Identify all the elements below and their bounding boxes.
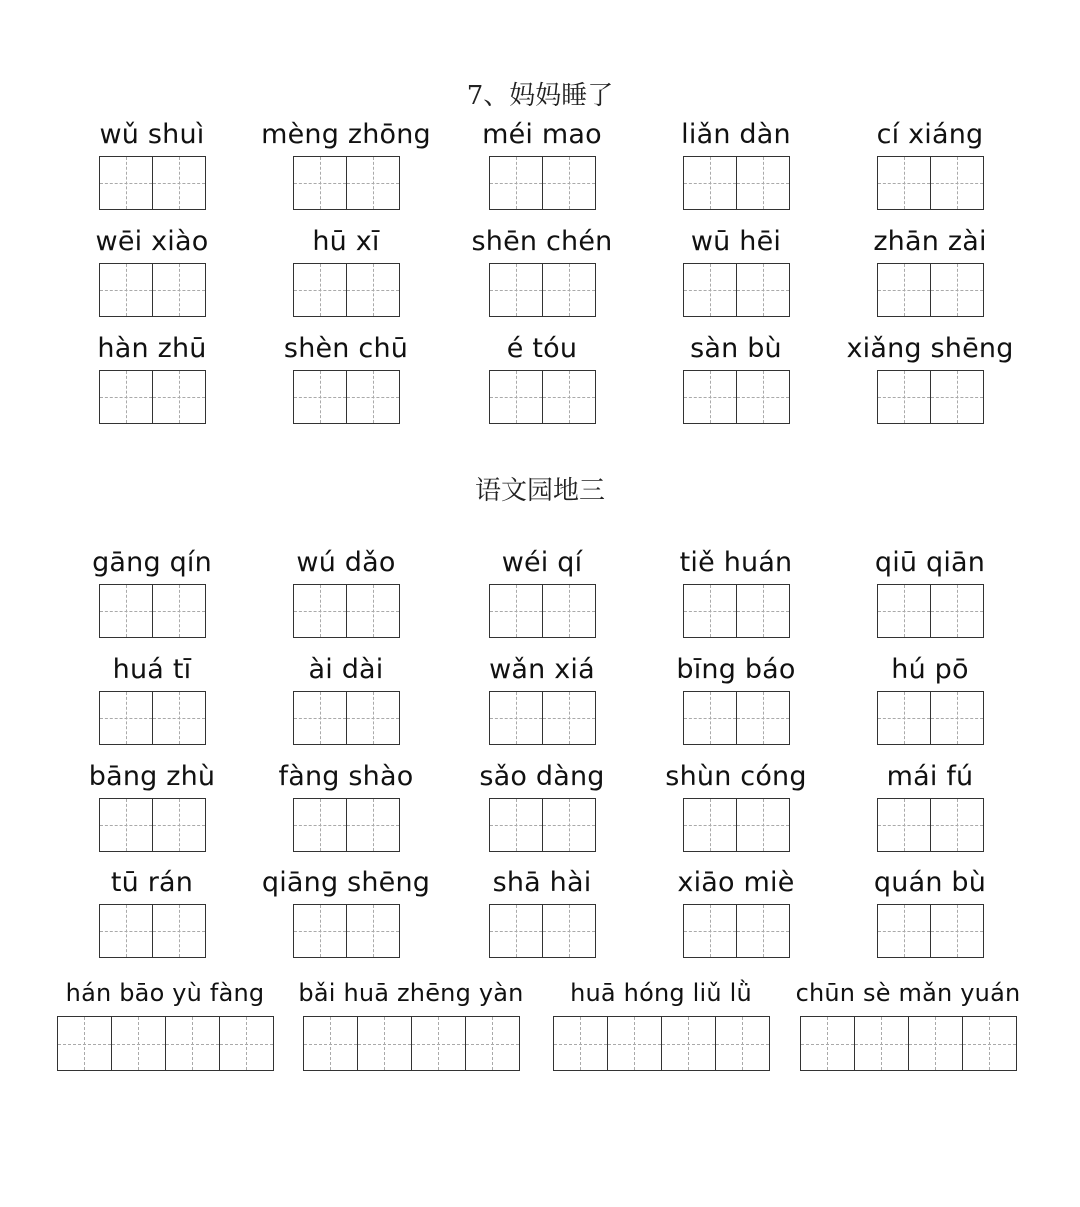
pinyin-label: hàn zhū: [97, 333, 207, 364]
tianzige-cell[interactable]: [683, 691, 737, 745]
writing-boxes: [246, 798, 446, 852]
word-item: [246, 653, 446, 745]
tianzige-cell[interactable]: [165, 1016, 220, 1071]
tianzige-cell[interactable]: [293, 156, 347, 210]
tianzige-cell[interactable]: [465, 1016, 520, 1071]
tianzige-cell[interactable]: [152, 263, 206, 317]
tianzige-cell[interactable]: [489, 904, 543, 958]
tianzige-cell[interactable]: [736, 156, 790, 210]
phrase-item: [546, 976, 776, 1071]
pinyin-label: bāng zhù: [88, 761, 216, 792]
tianzige-cell[interactable]: [152, 584, 206, 638]
writing-boxes: [830, 798, 1030, 852]
tianzige-cell[interactable]: [930, 904, 984, 958]
tianzige-cell[interactable]: [346, 370, 400, 424]
writing-boxes: [52, 798, 252, 852]
writing-boxes: [246, 156, 446, 210]
word-item: [246, 866, 446, 958]
tianzige-cell[interactable]: [152, 370, 206, 424]
writing-boxes: [830, 691, 1030, 745]
writing-boxes: [246, 691, 446, 745]
word-item: [636, 653, 836, 745]
tianzige-cell[interactable]: [877, 798, 931, 852]
tianzige-cell[interactable]: [930, 263, 984, 317]
tianzige-cell[interactable]: [542, 263, 596, 317]
writing-boxes: [830, 370, 1030, 424]
writing-boxes: [246, 584, 446, 638]
pinyin-label: huā hóng liǔ lǜ: [570, 979, 752, 1007]
tianzige-cell[interactable]: [346, 904, 400, 958]
section-title-chinese-garden-3: 语文园地三: [474, 476, 605, 506]
tianzige-cell[interactable]: [736, 263, 790, 317]
word-item: [830, 118, 1030, 210]
word-item: [442, 225, 642, 317]
word-item: [52, 653, 252, 745]
writing-boxes: [636, 263, 836, 317]
tianzige-cell[interactable]: [930, 798, 984, 852]
tianzige-cell[interactable]: [800, 1016, 855, 1071]
tianzige-cell[interactable]: [293, 904, 347, 958]
phrase-item: [50, 976, 280, 1071]
writing-boxes: [52, 370, 252, 424]
tianzige-cell[interactable]: [683, 370, 737, 424]
pinyin-label: shèn chū: [283, 333, 409, 364]
pinyin-label: ài dài: [308, 654, 384, 685]
tianzige-cell[interactable]: [962, 1016, 1017, 1071]
pinyin-label: qiāng shēng: [261, 867, 431, 898]
word-item: [246, 546, 446, 638]
section-title-lesson-7: 7、妈妈睡了: [466, 81, 614, 111]
writing-boxes: [246, 904, 446, 958]
pinyin-label: wēi xiào: [95, 226, 209, 257]
word-item: [830, 225, 1030, 317]
pinyin-label: hú pō: [891, 654, 969, 685]
tianzige-cell[interactable]: [930, 370, 984, 424]
tianzige-cell[interactable]: [293, 691, 347, 745]
pinyin-label: qiū qiān: [874, 547, 986, 578]
word-item: [442, 760, 642, 852]
tianzige-cell[interactable]: [877, 584, 931, 638]
pinyin-label: gāng qín: [92, 547, 212, 578]
pinyin-label: huá tī: [112, 654, 192, 685]
word-item: [830, 546, 1030, 638]
pinyin-label: chūn sè mǎn yuán: [795, 979, 1021, 1007]
tianzige-cell[interactable]: [489, 584, 543, 638]
pinyin-label: xiǎng shēng: [846, 333, 1014, 364]
pinyin-label: fàng shào: [278, 761, 414, 792]
pinyin-label: quán bù: [873, 867, 987, 898]
pinyin-label: méi mao: [482, 119, 602, 150]
tianzige-cell[interactable]: [99, 584, 153, 638]
writing-boxes: [52, 584, 252, 638]
pinyin-label: xiāo miè: [677, 867, 795, 898]
tianzige-cell[interactable]: [152, 904, 206, 958]
tianzige-cell[interactable]: [715, 1016, 770, 1071]
tianzige-cell[interactable]: [219, 1016, 274, 1071]
pinyin-label: hū xī: [312, 226, 380, 257]
writing-boxes: [442, 904, 642, 958]
tianzige-cell[interactable]: [877, 904, 931, 958]
writing-boxes: [636, 691, 836, 745]
pinyin-label: wǎn xiá: [489, 654, 595, 685]
word-item: [442, 332, 642, 424]
pinyin-label: zhān zài: [873, 226, 987, 257]
tianzige-cell[interactable]: [736, 584, 790, 638]
pinyin-label: tiě huán: [679, 547, 793, 578]
tianzige-cell[interactable]: [542, 798, 596, 852]
tianzige-cell[interactable]: [346, 584, 400, 638]
tianzige-cell[interactable]: [303, 1016, 358, 1071]
tianzige-cell[interactable]: [293, 584, 347, 638]
word-item: [442, 546, 642, 638]
word-item: [246, 118, 446, 210]
writing-boxes: [246, 370, 446, 424]
tianzige-cell[interactable]: [683, 156, 737, 210]
word-item: [636, 760, 836, 852]
pinyin-label: tū rán: [110, 867, 194, 898]
word-item: [52, 866, 252, 958]
writing-boxes: [442, 798, 642, 852]
word-item: [442, 118, 642, 210]
writing-boxes: [830, 904, 1030, 958]
tianzige-cell[interactable]: [57, 1016, 112, 1071]
tianzige-cell[interactable]: [683, 904, 737, 958]
writing-boxes: [442, 370, 642, 424]
phrase-item: [793, 976, 1023, 1071]
writing-boxes: [52, 691, 252, 745]
writing-boxes: [52, 156, 252, 210]
tianzige-cell[interactable]: [489, 263, 543, 317]
pinyin-label: shēn chén: [471, 226, 613, 257]
pinyin-label: wéi qí: [501, 547, 583, 578]
pinyin-label: bǎi huā zhēng yàn: [298, 979, 524, 1007]
word-item: [830, 866, 1030, 958]
word-item: [442, 866, 642, 958]
tianzige-cell[interactable]: [152, 691, 206, 745]
writing-boxes: [246, 263, 446, 317]
tianzige-cell[interactable]: [346, 691, 400, 745]
word-item: [830, 760, 1030, 852]
tianzige-cell[interactable]: [99, 370, 153, 424]
tianzige-cell[interactable]: [357, 1016, 412, 1071]
tianzige-cell[interactable]: [736, 798, 790, 852]
tianzige-cell[interactable]: [683, 584, 737, 638]
pinyin-label: cí xiáng: [876, 119, 984, 150]
word-item: [442, 653, 642, 745]
pinyin-label: bīng báo: [676, 654, 796, 685]
pinyin-label: é tóu: [506, 333, 578, 364]
tianzige-cell[interactable]: [99, 691, 153, 745]
tianzige-cell[interactable]: [542, 691, 596, 745]
writing-boxes: [636, 370, 836, 424]
pinyin-label: hán bāo yù fàng: [65, 979, 265, 1007]
word-item: [636, 546, 836, 638]
tianzige-cell[interactable]: [683, 798, 737, 852]
pinyin-label: mèng zhōng: [261, 119, 431, 150]
tianzige-cell[interactable]: [736, 904, 790, 958]
writing-boxes: [296, 1016, 526, 1071]
writing-boxes: [442, 263, 642, 317]
tianzige-cell[interactable]: [542, 156, 596, 210]
tianzige-cell[interactable]: [877, 691, 931, 745]
word-item: [246, 760, 446, 852]
pinyin-label: sàn bù: [690, 333, 782, 364]
pinyin-label: wǔ shuì: [99, 119, 205, 150]
writing-boxes: [830, 156, 1030, 210]
pinyin-label: wū hēi: [690, 226, 782, 257]
tianzige-cell[interactable]: [293, 370, 347, 424]
tianzige-cell[interactable]: [293, 798, 347, 852]
tianzige-cell[interactable]: [489, 370, 543, 424]
word-item: [246, 225, 446, 317]
tianzige-cell[interactable]: [99, 904, 153, 958]
word-item: [52, 546, 252, 638]
word-item: [246, 332, 446, 424]
pinyin-label: wú dǎo: [296, 547, 396, 578]
tianzige-cell[interactable]: [542, 370, 596, 424]
word-item: [830, 332, 1030, 424]
tianzige-cell[interactable]: [877, 156, 931, 210]
tianzige-cell[interactable]: [99, 156, 153, 210]
word-item: [52, 118, 252, 210]
tianzige-cell[interactable]: [152, 156, 206, 210]
writing-boxes: [636, 156, 836, 210]
tianzige-cell[interactable]: [736, 370, 790, 424]
tianzige-cell[interactable]: [661, 1016, 716, 1071]
tianzige-cell[interactable]: [346, 798, 400, 852]
tianzige-cell[interactable]: [553, 1016, 608, 1071]
tianzige-cell[interactable]: [607, 1016, 662, 1071]
word-item: [52, 760, 252, 852]
word-item: [830, 653, 1030, 745]
tianzige-cell[interactable]: [736, 691, 790, 745]
writing-boxes: [830, 263, 1030, 317]
writing-boxes: [636, 904, 836, 958]
tianzige-cell[interactable]: [854, 1016, 909, 1071]
writing-boxes: [546, 1016, 776, 1071]
word-item: [52, 225, 252, 317]
tianzige-cell[interactable]: [930, 691, 984, 745]
pinyin-label: sǎo dàng: [479, 761, 605, 792]
word-item: [636, 866, 836, 958]
tianzige-cell[interactable]: [542, 904, 596, 958]
tianzige-cell[interactable]: [111, 1016, 166, 1071]
writing-boxes: [52, 904, 252, 958]
writing-boxes: [442, 584, 642, 638]
tianzige-cell[interactable]: [489, 798, 543, 852]
tianzige-cell[interactable]: [346, 156, 400, 210]
phrase-item: [296, 976, 526, 1071]
tianzige-cell[interactable]: [683, 263, 737, 317]
tianzige-cell[interactable]: [877, 370, 931, 424]
tianzige-cell[interactable]: [99, 798, 153, 852]
pinyin-label: mái fú: [886, 761, 974, 792]
word-item: [636, 225, 836, 317]
writing-boxes: [793, 1016, 1023, 1071]
tianzige-cell[interactable]: [99, 263, 153, 317]
tianzige-cell[interactable]: [542, 584, 596, 638]
writing-boxes: [442, 691, 642, 745]
tianzige-cell[interactable]: [930, 584, 984, 638]
writing-boxes: [830, 584, 1030, 638]
word-item: [636, 332, 836, 424]
tianzige-cell[interactable]: [293, 263, 347, 317]
tianzige-cell[interactable]: [877, 263, 931, 317]
writing-boxes: [52, 263, 252, 317]
pinyin-label: shā hài: [492, 867, 592, 898]
tianzige-cell[interactable]: [930, 156, 984, 210]
tianzige-cell[interactable]: [489, 691, 543, 745]
writing-boxes: [636, 798, 836, 852]
word-item: [636, 118, 836, 210]
pinyin-label: liǎn dàn: [681, 119, 791, 150]
word-item: [52, 332, 252, 424]
tianzige-cell[interactable]: [908, 1016, 963, 1071]
writing-boxes: [50, 1016, 280, 1071]
writing-boxes: [442, 156, 642, 210]
tianzige-cell[interactable]: [152, 798, 206, 852]
tianzige-cell[interactable]: [489, 156, 543, 210]
tianzige-cell[interactable]: [346, 263, 400, 317]
tianzige-cell[interactable]: [411, 1016, 466, 1071]
pinyin-label: shùn cóng: [665, 761, 807, 792]
writing-boxes: [636, 584, 836, 638]
